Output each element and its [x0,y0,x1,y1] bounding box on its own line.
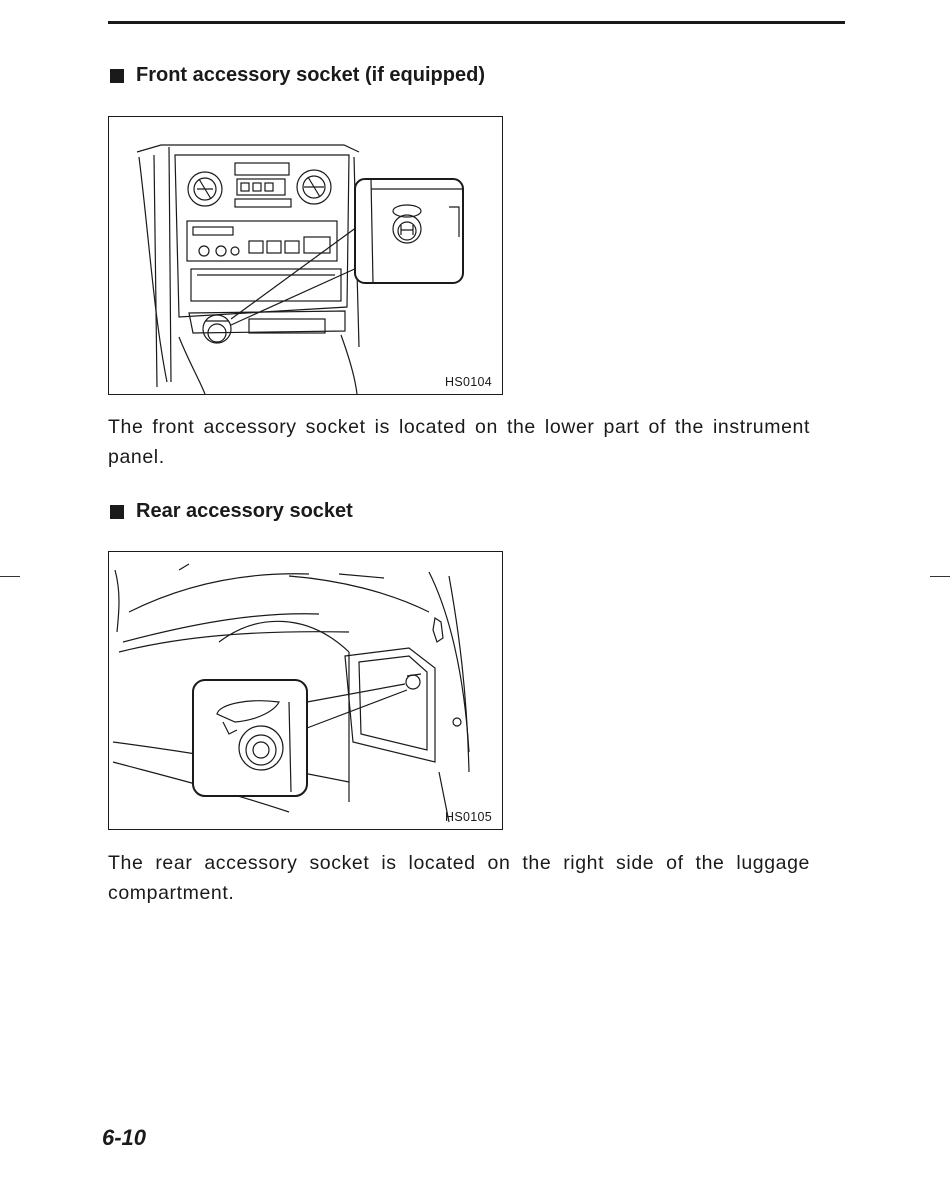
section-heading-rear-text: Rear accessory socket [136,500,353,522]
section-heading-front [110,64,485,87]
figure-front-socket [108,116,503,395]
luggage-illustration [109,552,502,829]
right-margin-mark [930,576,950,577]
dashboard-illustration [109,117,502,394]
square-bullet-icon [110,69,124,83]
figure-code-front: HS0104 [445,375,492,389]
section-heading-front-text: Front accessory socket (if equipped) [136,64,485,86]
left-margin-mark [0,576,20,577]
paragraph-front: The front accessory socket is located on the lower part of the instrument panel. [108,416,810,468]
top-rule [108,21,845,24]
square-bullet-icon [110,505,124,519]
page-number: 6-10 [102,1125,147,1150]
paragraph-rear: The rear accessory socket is located on the right side of the luggage compartment. [108,852,810,904]
section-heading-rear [110,500,353,523]
figure-code-rear: HS0105 [445,810,492,824]
figure-rear-socket [108,551,503,830]
